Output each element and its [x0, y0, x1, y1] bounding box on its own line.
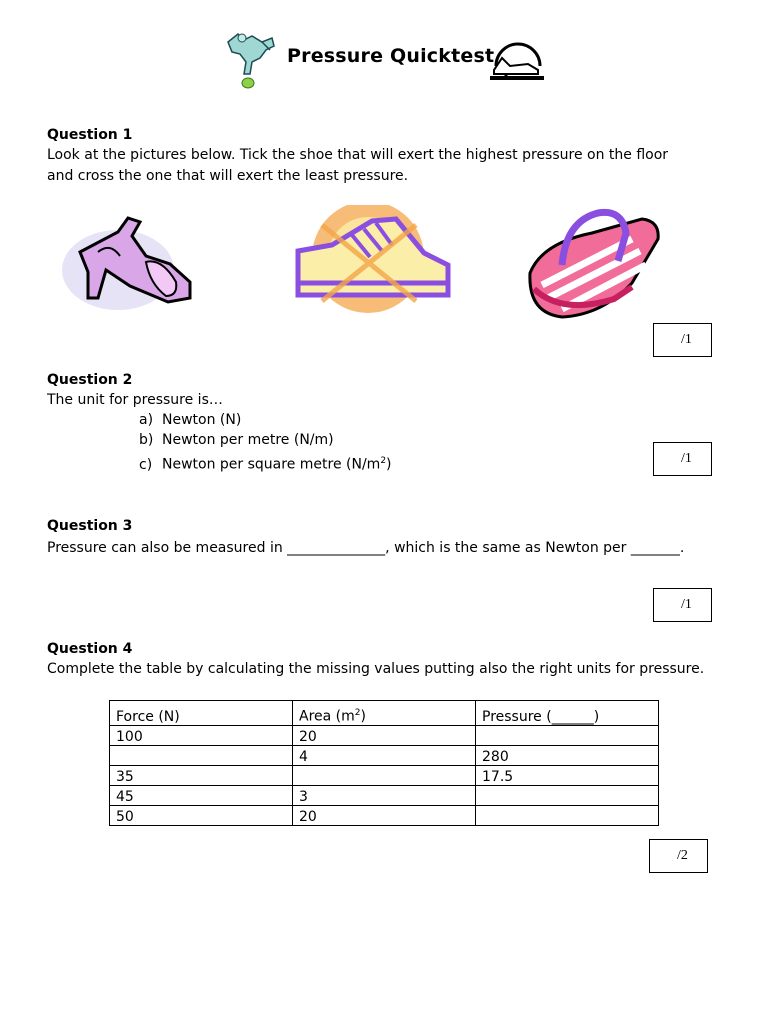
option-c-letter: c) — [139, 456, 153, 473]
table-header-row — [110, 701, 659, 726]
flip-flop-icon — [522, 203, 664, 323]
question-4-score-box — [649, 839, 708, 873]
cell-pressure[interactable] — [476, 806, 659, 826]
header-force: Force (N) — [110, 701, 293, 726]
skateboarder-icon — [222, 28, 278, 90]
header-area-superscript: 2 — [354, 708, 361, 719]
cell-area[interactable] — [293, 766, 476, 786]
option-a-text: Newton (N) — [162, 412, 242, 428]
table-row — [110, 726, 659, 746]
question-3-line: Pressure can also be measured in ______________, which is the same as Newton per _______. — [47, 540, 685, 556]
cell-pressure[interactable]: 17.5 — [476, 766, 659, 786]
table-row — [110, 786, 659, 806]
cell-area[interactable]: 3 — [293, 786, 476, 806]
cell-area[interactable]: 20 — [293, 806, 476, 826]
cell-force[interactable]: 35 — [110, 766, 293, 786]
question-1-heading: Question 1 — [47, 127, 133, 143]
cell-force[interactable]: 100 — [110, 726, 293, 746]
question-4-score: /2 — [677, 848, 688, 863]
table-row — [110, 746, 659, 766]
header-area — [293, 701, 476, 726]
question-2-score-box — [653, 442, 712, 476]
question-1-score: /1 — [681, 332, 692, 347]
question-2-heading: Question 2 — [47, 372, 133, 388]
header-area-text: Area (m — [299, 709, 355, 725]
cell-force[interactable] — [110, 746, 293, 766]
cell-force[interactable]: 45 — [110, 786, 293, 806]
option-c-superscript: 2 — [380, 456, 387, 466]
high-heel-sandal-icon — [58, 212, 200, 322]
option-c — [139, 456, 392, 473]
question-4-line: Complete the table by calculating the missing values putting also the right units for pressure. — [47, 661, 705, 677]
page-title: Pressure Quicktest — [287, 45, 495, 67]
question-3-score: /1 — [681, 597, 692, 612]
option-b-text: Newton per metre (N/m) — [162, 432, 334, 448]
question-2-score: /1 — [681, 451, 692, 466]
cell-pressure[interactable] — [476, 786, 659, 806]
question-1-line-1: Look at the pictures below. Tick the shoe that will exert the highest pressure on the floor — [47, 147, 669, 163]
option-a — [139, 412, 241, 428]
option-c-close: ) — [386, 456, 392, 473]
pressure-table — [109, 700, 659, 826]
sneaker-icon — [292, 205, 452, 315]
cell-force[interactable]: 50 — [110, 806, 293, 826]
question-1-score-box — [653, 323, 712, 357]
shoe-logo-icon — [488, 40, 546, 82]
table-row — [110, 766, 659, 786]
question-3-score-box — [653, 588, 712, 622]
cell-pressure[interactable]: 280 — [476, 746, 659, 766]
header-area-close: ) — [360, 709, 366, 725]
question-4-heading: Question 4 — [47, 641, 133, 657]
option-c-text: Newton per square metre (N/m — [162, 456, 381, 473]
option-b — [139, 432, 334, 448]
header-pressure: Pressure (______) — [476, 701, 659, 726]
question-2-intro: The unit for pressure is… — [47, 392, 223, 408]
option-b-letter: b) — [139, 432, 154, 448]
cell-pressure[interactable] — [476, 726, 659, 746]
table-row — [110, 806, 659, 826]
cell-area[interactable]: 4 — [293, 746, 476, 766]
option-a-letter: a) — [139, 412, 154, 428]
question-1-line-2: and cross the one that will exert the least pressure. — [47, 168, 409, 184]
cell-area[interactable]: 20 — [293, 726, 476, 746]
question-3-heading: Question 3 — [47, 518, 133, 534]
